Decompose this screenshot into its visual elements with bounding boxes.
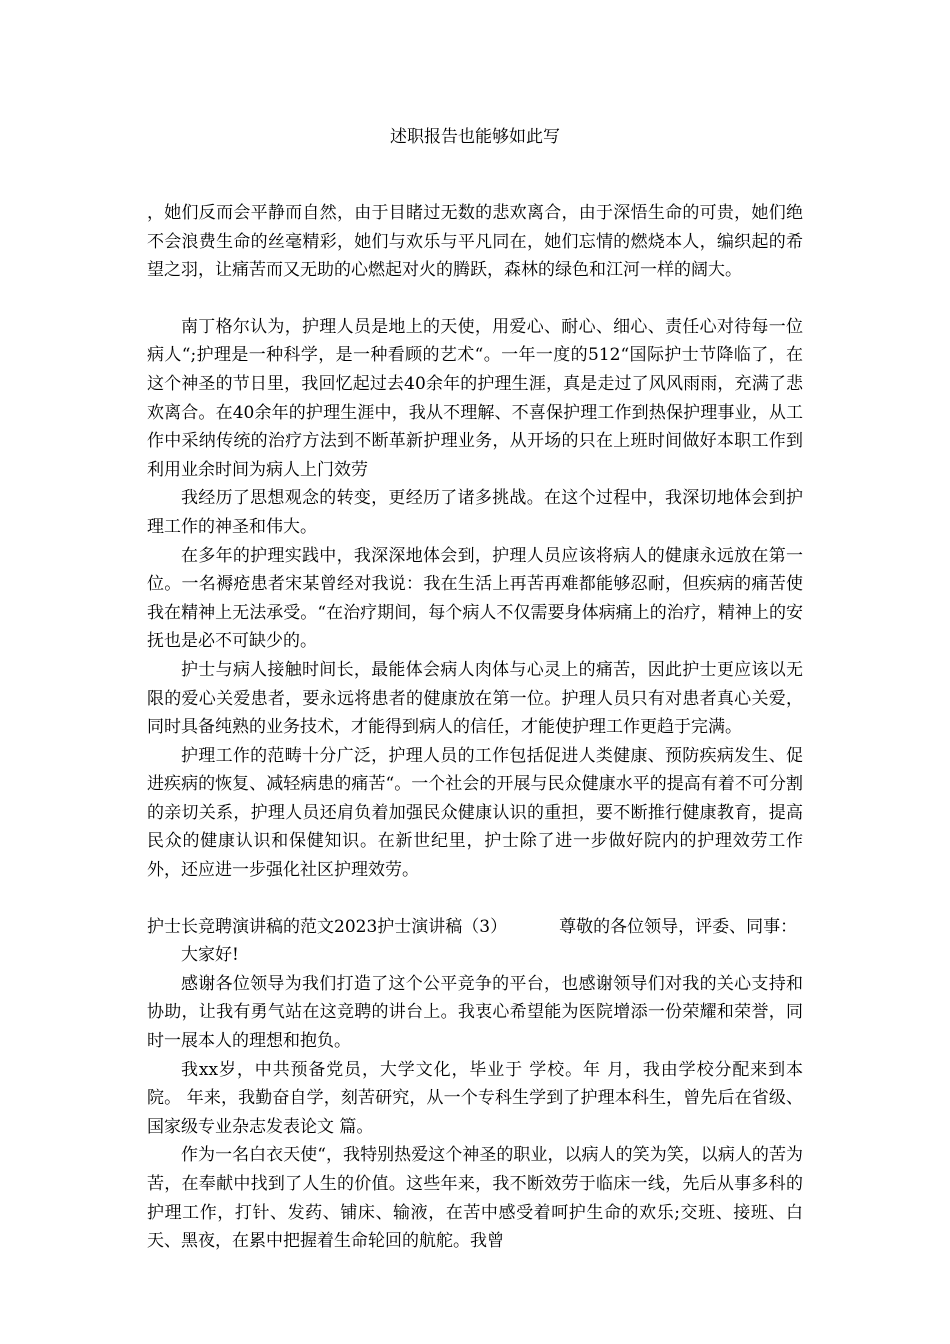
- paragraph: 作为一名白衣天使“，我特别热爱这个神圣的职业，以病人的笑为笑，以病人的苦为苦，在奉献中找到了人生的价值。这些年来，我不断效劳于临床一线，先后从事多科的护理工作，打针、发药、铺床、输液，在苦中感受着呵护生命的欢乐;交班、接班、白天、黑夜，在累中把握着生命轮回的航舵。我曾: [147, 1145, 803, 1252]
- paragraph: 护理工作的范畴十分广泛，护理人员的工作包括促进人类健康、预防疾病发生、促进疾病的恢复、减轻病患的痛苦“。一个社会的开展与民众健康水平的提高有着不可分割的亲切关系，护理人员还肩负着加强民众健康认识的重担，要不断推行健康教育，提高民众的健康认识和保健知识。在新世纪里，护士除了进一步做好院内的护理效劳工作外，还应进一步强化社区护理效劳。: [147, 745, 803, 881]
- paragraph: 我经历了思想观念的转变，更经历了诸多挑战。在这个过程中，我深切地体会到护理工作的神圣和伟大。: [147, 488, 803, 537]
- paragraph: 感谢各位领导为我们打造了这个公平竞争的平台，也感谢领导们对我的关心支持和协助，让我有勇气站在这竞聘的讲台上。我衷心希望能为医院增添一份荣耀和荣誉，同时一展本人的理想和抱负。: [147, 973, 803, 1052]
- paragraph: 护士与病人接触时间长，最能体会病人肉体与心灵上的痛苦，因此护士更应该以无限的爱心关爱患者，要永远将患者的健康放在第一位。护理人员只有对患者真心关爱，同时具备纯熟的业务技术，才能得到病人的信任，才能使护理工作更趋于完满。: [147, 659, 803, 738]
- paragraph: 南丁格尔认为，护理人员是地上的天使，用爱心、耐心、细心、责任心对待每一位病人“;护理是一种科学，是一种看顾的艺术“。一年一度的512“国际护士节降临了，在这个神圣的节日里，我回忆起过去40余年的护理生涯，真是走过了风风雨雨，充满了悲欢离合。在40余年的护理生涯中，我从不理解、不喜保护理工作到热保护理事业，从工作中采纳传统的治疗方法到不断革新护理业务，从开场的只在上班时间做好本职工作到利用业余时间为病人上门效劳: [147, 316, 803, 480]
- paragraph-gap: [147, 285, 803, 313]
- section-heading: [147, 913, 803, 942]
- section-heading-title: 护士长竞聘演讲稿的范文2023护士演讲稿（3）: [147, 916, 508, 937]
- paragraph: 我xx岁，中共预备党员，大学文化，毕业于 学校。年 月，我由学校分配来到本院。 年来，我勤奋自学，刻苦研究，从一个专科生学到了护理本科生，曾先后在省级、国家级专业杂志发表论文 篇。: [147, 1059, 803, 1137]
- salutation: 尊敬的各位领导，评委、同事：: [559, 916, 798, 937]
- paragraph: ，她们反而会平静而自然，由于目睹过无数的悲欢离合，由于深悟生命的可贵，她们绝不会浪费生命的丝毫精彩，她们与欢乐与平凡同在，她们忘情的燃烧本人，编织起的希望之羽，让痛苦而又无助的心燃起对火的腾跃，森林的绿色和江河一样的阔大。: [147, 203, 803, 281]
- document-body: [147, 199, 803, 1256]
- document-title: 述职报告也能够如此写: [390, 127, 560, 147]
- paragraph: 在多年的护理实践中，我深深地体会到，护理人员应该将病人的健康永远放在第一位。一名褥疮患者宋某曾经对我说：我在生活上再苦再难都能够忍耐，但疾病的痛苦使我在精神上无法承受。“在治疗期间，每个病人不仅需要身体病痛上的治疗，精神上的安抚也是必不可缺少的。: [147, 545, 803, 652]
- greeting: 大家好!: [181, 945, 239, 966]
- paragraph-gap: [147, 885, 803, 913]
